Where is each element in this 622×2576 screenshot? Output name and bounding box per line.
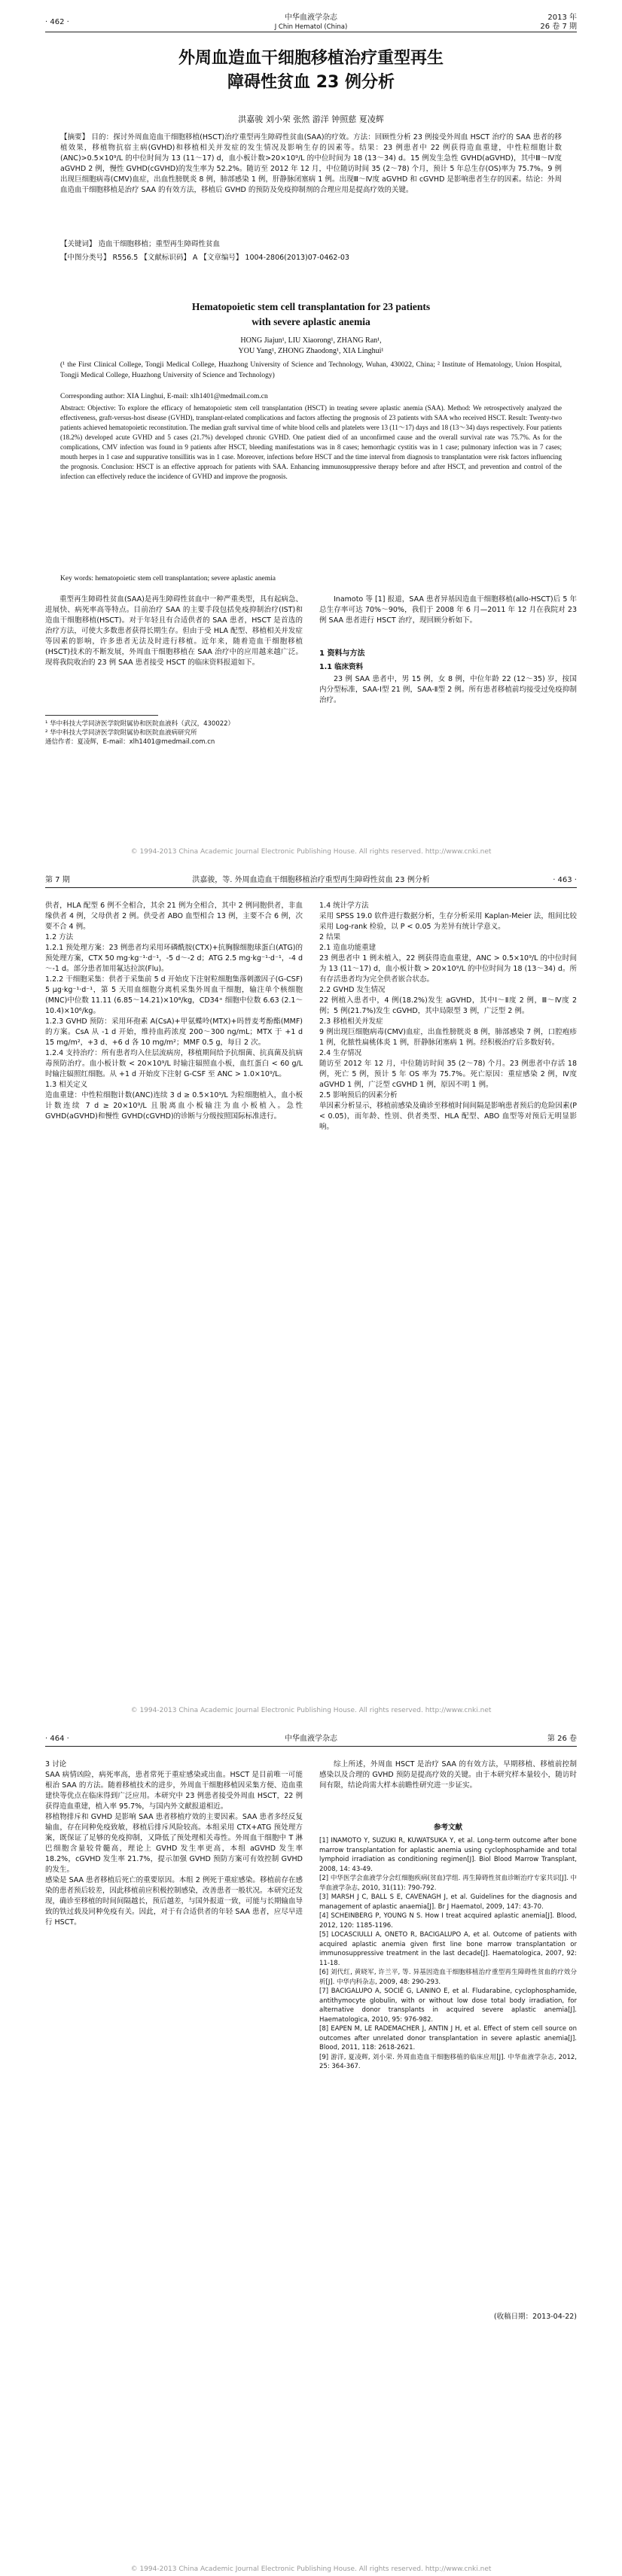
keywords-en: Key words: hematopoietic stem cell transplantation; severe aplastic anemia — [60, 575, 276, 582]
intro-continued: Inamoto 等 [1] 报道，SAA 患者异基因造血干细胞移植(allo-HSCT)后 5 年总生存率可达 70%～90%，我们于 2008 年 6 月—2011 年 12 月在我院对 23 例 SAA 患者进行 HSCT 治疗，现回顾分析如下。 — [319, 595, 577, 625]
page-number: · 462 · — [45, 18, 69, 26]
copyright-watermark: © 1994-2013 China Academic Journal Electronic Publishing House. All rights reserved. http://www.cnki.net — [130, 1707, 492, 1714]
journal-name: 中华血液学杂志 — [285, 1735, 337, 1743]
clinical-data-text: 23 例 SAA 患者中，男 15 例，女 8 例，中位年龄 22 (12～35) 岁，按国内分型标准，SAA-Ⅰ型 21 例，SAA-Ⅱ型 2 例。所有患者移植前均接受过免疫抑制治疗。 — [319, 675, 577, 704]
page-header — [45, 14, 577, 32]
journal-name: 中华血液学杂志 J Chin Hematol (China) — [274, 14, 348, 31]
article-title: 外周血造血干细胞移植治疗重型再生 障碍性贫血 23 例分析 — [178, 49, 444, 92]
section-heading: 1 资料与方法 — [319, 649, 365, 658]
results-column: 1.4 统计学方法 采用 SPSS 19.0 软件进行数据分析，生存分析采用 Kaplan-Meier 法，组间比较采用 Log-rank 检验，以 P < 0.05 为差异有统计学意义。 2 结果 2.1 造血功能重建 23 例患者中 1 例未植入，22 例获得造血重建，ANC > 0.5×10⁹/L 的中位时间为 13 (11～17) d，血小板计数 > 20×10⁹/L 的中位时间为 18 (13～34) d。所有存活患者均为完全供者嵌合状态。 2.2 GVHD 发生情况 22 例植入患者中，4 例(18.2%)发生 aGVHD，其中Ⅰ～Ⅱ度 2 例，Ⅲ～Ⅳ度 2 例；5 例(21.7%)发生 cGVHD，其中局限型 3 例，广泛型 2 例。 2.3 移植相关并发症 9 例出现巨细胞病毒(CMV)血症，出血性膀胱炎 8 例，肺部感染 7 例，口腔疱疹 1 例，化脓性扁桃体炎 1 例，肝静脉闭塞病 1 例。经积极治疗后多数好转。 2.4 生存情况 随访至 2012 年 12 月，中位随访时间 35 (2～78) 个月。23 例患者中存活 18 例，死亡 5 例，预计 5 年 OS 率为 75.7%。死亡原因：重症感染 2 例，Ⅳ度 aGVHD 1 例，广泛型 cGVHD 1 例，原因不明 1 例。 2.5 影响预后的因素分析 单因素分析显示，移植前感染及确诊至移植时间间隔是影响患者预后的危险因素(P < 0.05)，而年龄、性别、供者类型、HLA 配型、ABO 血型等对预后无明显影响。 — [319, 902, 577, 1131]
corresponding-author-en: Corresponding author: XIA Linghui, E-mail: xlh1401@medmail.com.cn — [60, 393, 268, 400]
authors-cn: 洪嘉骏 刘小荣 张然 游洋 钟照慈 夏凌辉 — [238, 114, 384, 124]
references-heading: 参考文献 — [433, 1823, 462, 1832]
page-2 — [0, 859, 622, 1717]
journal-volume: 第 26 卷 — [547, 1735, 577, 1743]
issue-label: 第 7 期 — [45, 876, 70, 884]
copyright-watermark: © 1994-2013 China Academic Journal Electronic Publishing House. All rights reserved. http://www.cnki.net — [130, 848, 492, 856]
methods-column: 供者，HLA 配型 6 例不全相合，其余 21 例为全相合，其中 2 例同胞供者，非血缘供者 4 例，父母供者 2 例。供受者 ABO 血型相合 13 例，主要不合 6 例，次要不合 4 例。 1.2 方法 1.2.1 预处理方案：23 例患者均采用环磷酰胺(CTX)+抗胸腺细胞球蛋白(ATG)的预处理方案，CTX 50 mg·kg⁻¹·d⁻¹，-5 d～-2 d；ATG 2.5 mg·kg⁻¹·d⁻¹，-4 d～-1 d。部分患者加用氟达拉滨(Flu)。 1.2.2 干细胞采集：供者于采集前 5 d 开始皮下注射粒细胞集落刺激因子(G-CSF) 5 μg·kg⁻¹·d⁻¹，第 5 天用血细胞分离机采集外周血干细胞，输注单个核细胞(MNC)中位数 11.11 (6.85～14.21)×10⁸/kg，CD34⁺ 细胞中位数 6.63 (2.1～10.4)×10⁶/kg。 1.2.3 GVHD 预防：采用环孢素 A(CsA)+甲氨蝶呤(MTX)+吗替麦考酚酯(MMF)的方案。CsA 从 -1 d 开始，维持血药浓度 200～300 ng/mL；MTX 于 +1 d 15 mg/m²，+3 d、+6 d 各 10 mg/m²；MMF 0.5 g，每日 2 次。 1.2.4 支持治疗：所有患者均入住层流病房，移植期间给予抗细菌、抗真菌及抗病毒预防治疗。血小板计数 < 20×10⁹/L 时输注辐照血小板，血红蛋白 < 60 g/L 时输注辐照红细胞。从 +1 d 开始皮下注射 G-CSF 至 ANC > 1.0×10⁹/L。 1.3 相关定义 造血重建：中性粒细胞计数(ANC)连续 3 d ≥ 0.5×10⁹/L 为粒细胞植入，血小板计数连续 7 d ≥ 20×10⁹/L 且脱离血小板输注为血小板植入。急性 GVHD(aGVHD)和慢性 GVHD(cGVHD)的诊断与分级按照国际标准进行。 — [45, 902, 303, 1121]
running-title: 洪嘉骏，等. 外周血造血干细胞移植治疗重型再生障碍性贫血 23 例分析 — [192, 876, 430, 884]
page-3 — [0, 1717, 622, 2576]
keywords-cn: 【关键词】 造血干细胞移植；重型再生障碍性贫血 — [60, 240, 221, 248]
discussion-column: 3 讨论 SAA 病情凶险，病死率高，患者常死于重症感染或出血。HSCT 是目前唯一可能根治 SAA 的方法。随着移植技术的进步，外周血干细胞移植因采集方便、造血重建快等优点在临床得到广泛应用。本研究中 23 例患者接受外周血 HSCT，22 例获得造血重建，植入率 95.7%，与国内外文献报道相近。 移植物排斥和 GVHD 是影响 SAA 患者移植疗效的主要因素。SAA 患者多经反复输血，存在同种免疫致敏，移植后排斥风险较高。本组采用 CTX+ATG 预处理方案，既保证了足够的免疫抑制，又降低了预处理相关毒性。外周血干细胞中 T 淋巴细胞含量较骨髓高，理论上 GVHD 发生率更高，本组 aGVHD 发生率 18.2%，cGVHD 发生率 21.7%，提示加强 GVHD 预防方案可有效控制 GVHD 的发生。 感染是 SAA 患者移植后死亡的重要原因。本组 2 例死于重症感染。移植前存在感染的患者预后较差，因此移植前应积极控制感染，改善患者一般状况。本研究还发现，确诊至移植的时间间隔越长，预后越差，与国外报道一致，可能与长期输血导致的铁过载及同种免疫有关。因此，对于有合适供者的年轻 SAA 患者，应尽早进行 HSCT。 — [45, 1760, 303, 1927]
journal-issue: 2013 年 26 卷 7 期 — [540, 14, 577, 31]
conclusion-paragraph: 综上所述，外周血 HSCT 是治疗 SAA 的有效方法，早期移植、移植前控制感染以及合理的 GVHD 预防是提高疗效的关键。由于本研究样本量较小，随访时间有限，结论尚需大样本前瞻性研究进一步证实。 — [319, 1760, 577, 1790]
abstract-cn: 【摘要】 目的：探讨外周血造血干细胞移植(HSCT)治疗重型再生障碍性贫血(SAA)的疗效。方法：回顾性分析 23 例接受外周血 HSCT 治疗的 SAA 患者的移植效果，移植物抗宿主病(GVHD)和移植相关并发症的发生情况及影响生存的因素等。结果：23 例患者中 22 例获得造血重建，中性粒细胞计数(ANC)>0.5×10⁹/L 的中位时间为 13 (11～17) d，血小板计数>20×10⁹/L 的中位时间为 18 (13～34) d。15 例发生急性 GVHD(aGVHD)，其中Ⅲ～Ⅳ度 aGVHD 2 例，慢性 GVHD(cGVHD)的发生率为 52.2%。随访至 2012 年 12 月，中位随访时间 35 (2～78) 个月，预计 5 年总生存(OS)率为 75.7%。9 例出现巨细胞病毒(CMV)血症，出血性膀胱炎 8 例，肺部感染 1 例，肝静脉闭塞病 1 例。出现Ⅲ～Ⅳ度 aGVHD 和 cGVHD 是影响患者生存的因素。结论：外周血造血干细胞移植是治疗 SAA 的有效方法，移植后 GVHD 的预防及免疫抑制剂的合理应用是提高疗效的关键。 — [60, 133, 562, 194]
references-list: [1] INAMOTO Y, SUZUKI R, KUWATSUKA Y, et al. Long-term outcome after bone marrow transplantation for aplastic anemia using cyclophosphamide and total lymphoid irradiation as conditioning regimen[J]. Biol Blood Marrow Transplant, 2008, 14: 43-49. [2] 中华医学会血液学分会红细胞疾病(贫血)学组. 再生障碍性贫血诊断治疗专家共识[J]. 中华血液学杂志, 2010, 31(11): 790-792. [3] MARSH J C, BALL S E, CAVENAGH J, et al. Guidelines for the diagnosis and management of aplastic anaemia[J]. Br J Haematol, 2009, 147: 43-70. [4] SCHEINBERG P, YOUNG N S. How I treat acquired aplastic anemia[J]. Blood, 2012, 120: 1185-1196. [5] LOCASCIULLI A, ONETO R, BACIGALUPO A, et al. Outcome of patients with acquired aplastic anemia given first line bone marrow transplantation or immunosuppressive treatment in the last decade[J]. Haematologica, 2007, 92: 11-18. [6] 刘代红, 黄晓军, 许兰平, 等. 异基因造血干细胞移植治疗重型再生障碍性贫血的疗效分析[J]. 中华内科杂志, 2009, 48: 290-293. [7] BACIGALUPO A, SOCIÉ G, LANINO E, et al. Fludarabine, cyclophosphamide, antithymocyte globulin, with or without low dose total body irradiation, for alternative donor transplants in acquired severe aplastic anemia[J]. Haematologica, 2010, 95: 976-982. [8] EAPEN M, LE RADEMACHER J, ANTIN J H, et al. Effect of stem cell source on outcomes after unrelated donor transplantation in severe aplastic anemia[J]. Blood, 2011, 118: 2618-2621. [9] 游洋, 夏凌辉, 刘小荣. 外周血造血干细胞移植的临床应用[J]. 中华血液学杂志, 2012, 25: 364-367. — [319, 1837, 577, 2070]
intro-paragraph: 重型再生障碍性贫血(SAA)是再生障碍性贫血中一种严重类型，具有起病急、进展快、病死率高等特点。目前治疗 SAA 的主要手段包括免疫抑制治疗(IST)和造血干细胞移植(HSCT)。对于年轻且有合适供者的 SAA 患者，HSCT 是首选的治疗方法，可使大多数患者获得长期生存。但由于受 HLA 配型、移植相关并发症等因素的影响，许多患者无法及时进行移植。近年来，随着造血干细胞移植(HSCT)技术的不断发展，外周血干细胞移植在 SAA 治疗中的应用越来越广泛。现将我院收治的 23 例 SAA 患者接受 HSCT 的临床资料报道如下。 — [45, 595, 303, 667]
page-header — [45, 875, 577, 888]
received-date: (收稿日期：2013-04-22) — [493, 2313, 577, 2321]
footnote-divider — [45, 715, 158, 716]
page-1 — [0, 0, 622, 859]
page-header — [45, 1734, 577, 1747]
authors-en: HONG Jiajun¹, LIU Xiaorong¹, ZHANG Ran¹, YOU Yang¹, ZHONG Zhaodong¹, XIA Linghui¹ — [238, 336, 384, 355]
abstract-en: Abstract: Objective: To explore the efficacy of hematopoietic stem cell transplantation (HSCT) in treating severe aplastic anemia (SAA). Method: We retrospectively analyzed the effectiveness, graft-versus-host disease (GVHD), transplant-related complications and factors affecting the prognosis of 23 patients with SAA who received HSCT. Result: Twenty-two patients achieved hematopoietic reconstitution. The median graft survival time of white blood cells and platelets were 13 (11～17) days and 18 (13～34) days respectively. Four patients (18.2%) developed acute GVHD and 5 cases (21.7%) developed chronic GVHD. One patient died of an unconfirmed cause and the overall survival rate was 75.7%. As for the complications, CMV infection was found in 9 patients after HSCT, bleeding manifestations was in 8 cases; hemorrhagic cystitis was in 1 case; pulmonary infection was in 7 cases; mouth herpes in 1 case and suppurative tonsillitis was in 1 case. Moreover, infections before HSCT and the time interval from diagnosis to transplantation were risk factors influencing the prognosis. Conclusion: HSCT is an effective approach for patients with SAA. Enhancing immunosuppressive therapy before and after HSCT, and prevention and control of the infection can effectively reduce the incidence of GVHD and improve the prognosis. — [60, 404, 562, 480]
subsection-heading: 1.1 临床资料 — [319, 663, 364, 671]
affiliation-en: (¹ the First Clinical College, Tongji Medical College, Huazhong University of Science and Technology, Wuhan, 430022, China; ² Institute of Hematology, Union Hospital, Tongji Medical College, Huazhong University of Science and Technology) — [60, 361, 562, 379]
article-title-en: Hematopoietic stem cell transplantation for 23 patients with severe aplastic anemia — [191, 301, 431, 327]
page-number: · 463 · — [553, 876, 577, 884]
classification-line: 【中图分类号】 R556.5 【文献标识码】 A 【文章编号】 1004-2806(2013)07-0462-03 — [60, 254, 349, 262]
copyright-watermark: © 1994-2013 China Academic Journal Electronic Publishing House. All rights reserved. http://www.cnki.net — [130, 2565, 492, 2573]
footnote: ¹ 华中科技大学同济医学院附属协和医院血液科（武汉，430022） ² 华中科技大学同济医学院附属协和医院血液病研究所 通信作者：夏凌辉，E-mail：xlh1401@medmail.com.cn — [45, 720, 235, 746]
page-number: · 464 · — [45, 1735, 69, 1743]
